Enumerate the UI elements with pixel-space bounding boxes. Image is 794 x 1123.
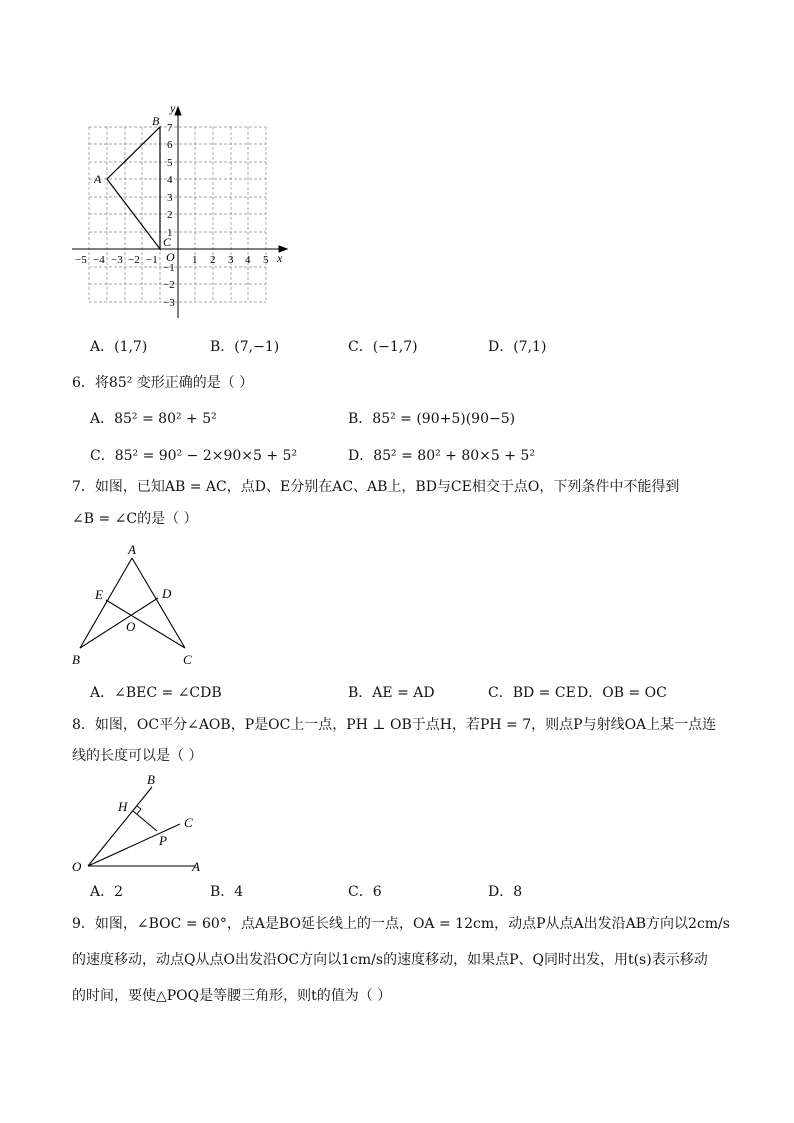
q8-option-b[interactable]: B．4 [210,884,244,900]
q8-stem-line2: 线的长度可以是（ ） [72,748,203,764]
q7-stem-line1: 7．如图，已知AB = AC，点D、E分别在AC、AB上，BD与CE相交于点O，下列条件中不能得到 [72,479,680,495]
x-tick-label: −1 [146,254,158,266]
x-axis-label: x [277,251,283,265]
q7-option-b[interactable]: B．AE = AD [348,685,435,701]
q9-stem-line3: 的时间，要使△POQ是等腰三角形，则t的值为（ ） [72,988,392,1004]
point-label-a: A [94,172,102,186]
point-label-p: P [159,833,167,848]
y-tick-label: 3 [167,192,173,204]
q6-option-b[interactable]: B．85² = (90+5)(90−5) [348,411,516,427]
q7-option-d[interactable]: D．OB = OC [577,685,667,701]
x-tick-label: −3 [111,254,123,266]
x-tick-label: −2 [128,254,140,266]
point-label-b: B [147,772,155,787]
y-tick-label: −3 [163,297,175,309]
point-label-b: B [152,114,160,128]
x-tick-label: −5 [75,254,87,266]
x-tick-label: 2 [210,254,216,266]
q9-stem-line1: 9．如图，∠BOC = 60°，点A是BO延长线上的一点，OA = 12cm，动点P从点A出发沿AB方向以2cm/s [72,916,730,932]
point-label-o: O [126,619,136,634]
y-tick-label: 2 [167,209,173,221]
q5-option-d[interactable]: D．(7,1) [488,339,547,355]
x-tick-label: 3 [228,254,234,266]
y-tick-label: 7 [167,122,173,134]
point-label-c: C [183,652,192,667]
y-tick-label: 1 [167,227,173,239]
point-label-c: C [184,815,193,830]
x-tick-label: 5 [263,254,269,266]
y-tick-label: 4 [167,174,173,186]
q6-option-a[interactable]: A．85² = 80² + 5² [90,411,217,427]
x-tick-label: 1 [192,254,198,266]
q6-option-d[interactable]: D．85² = 80² + 80×5 + 5² [348,448,535,464]
point-label-a: A [192,859,200,874]
q5-option-a[interactable]: A．(1,7) [90,339,148,355]
point-label-c: C [163,235,172,249]
x-tick-label: −4 [93,254,105,266]
x-tick-label: 4 [245,254,251,266]
y-tick-label: 5 [167,157,173,169]
q9-stem-line2: 的速度移动，动点Q从点O出发沿OC方向以1cm/s的速度移动，如果点P、Q同时出发，用t(s)表示移动 [72,952,708,968]
q6-stem: 6．将85² 变形正确的是（ ） [72,375,254,391]
y-tick-label: −1 [163,262,175,274]
q8-option-a[interactable]: A．2 [90,884,124,900]
q7-option-a[interactable]: A．∠BEC = ∠CDB [90,685,222,701]
point-label-h: H [118,799,128,814]
q6-option-c[interactable]: C．85² = 90² − 2×90×5 + 5² [90,448,298,464]
q5-option-b[interactable]: B．(7,−1) [210,339,280,355]
q8-option-d[interactable]: D．8 [488,884,523,900]
point-label-o: O [72,859,82,874]
origin-label: O [166,250,175,264]
y-tick-label: −2 [163,279,175,291]
q7-stem-line2: ∠B = ∠C的是（ ） [72,511,198,527]
y-axis-label: y [170,101,176,115]
point-label-e: E [95,587,103,602]
q5-option-c[interactable]: C．(−1,7) [348,339,418,355]
point-label-d: D [162,586,172,601]
point-label-b: B [72,652,80,667]
q8-stem-line1: 8．如图，OC平分∠AOB，P是OC上一点，PH ⊥ OB于点H，若PH = 7，则点P与射线OA上某一点连 [72,717,717,733]
point-label-a: A [128,542,136,557]
q8-option-c[interactable]: C．6 [348,884,382,900]
y-tick-label: 6 [167,139,173,151]
q7-option-c[interactable]: C．BD = CE [488,685,576,701]
